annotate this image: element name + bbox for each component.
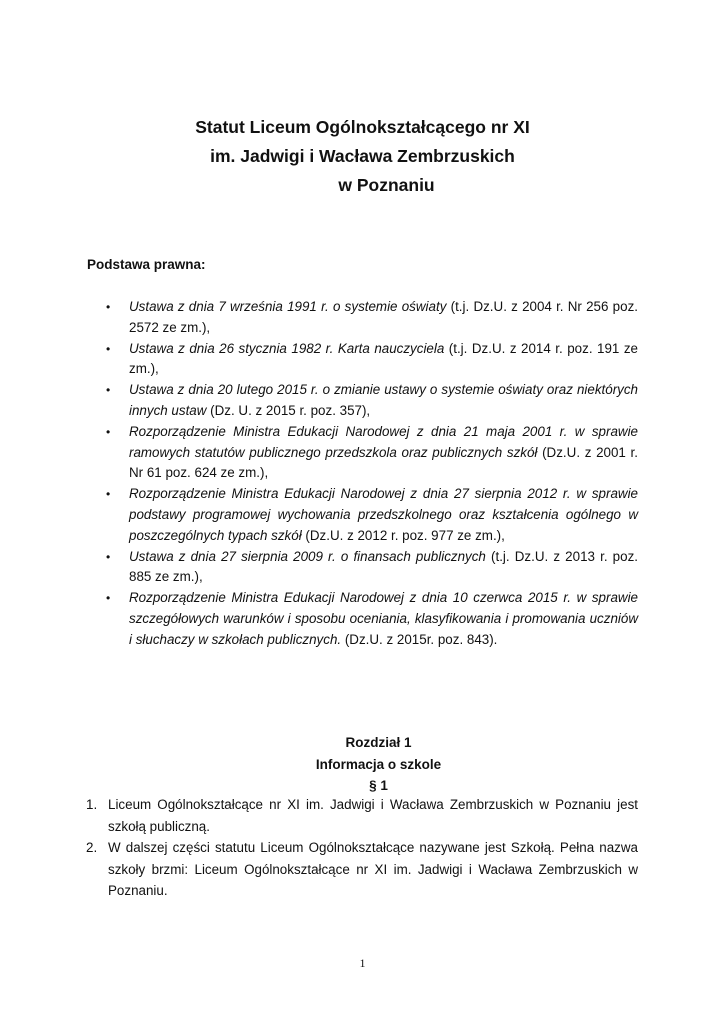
legal-basis-list [0,297,725,651]
page-number: 1 [359,956,366,970]
chapter-header [0,732,725,797]
legal-act-reference: (Dz.U. z 2001 r. Nr 61 poz. 624 ze zm.), [129,444,639,481]
list-item [0,380,725,422]
legal-basis-text [129,588,638,650]
legal-act-title: Rozporządzenie Ministra Edukacji Narodowej z dnia 10 czerwca 2015 r. w sprawie szczegółowych warunków i sposobu oceniania, klasyfikowania i promowania uczniów i słuchaczy w szkołach publicznych. [129,590,638,647]
legal-basis-text [129,297,638,339]
bullet-icon: • [106,424,111,439]
bullet-icon: • [106,383,111,398]
point-text: Liceum Ogólnokształcące nr XI im. Jadwigi i Wacława Zembrzuskich w Poznaniu jest szkołą publiczną. [108,797,638,834]
bullet-icon: • [106,591,111,606]
list-item [0,484,725,546]
bullet-icon: • [106,300,111,314]
legal-basis-text [129,380,638,422]
chapter-heading: Rozdział 1 [345,735,412,750]
legal-act-title: Ustawa z dnia 7 września 1991 r. o systemie oświaty [129,299,447,314]
legal-act-title: Rozporządzenie Ministra Edukacji Narodowej z dnia 21 maja 2001 r. w sprawie ramowych statutów publicznego przedszkola oraz publicznych szkół [129,423,638,460]
legal-act-reference: (Dz. U. z 2015 r. poz. 357), [206,402,371,418]
legal-basis-text [129,339,638,381]
list-item [0,588,725,650]
legal-act-title: Ustawa z dnia 27 sierpnia 2009 r. o finansach publicznych [129,548,486,564]
list-item [0,547,725,589]
point-text: W dalszej części statutu Liceum Ogólnokształcące nazywane jest Szkołą. Pełna nazwa szkoły brzmi: Liceum Ogólnokształcące nr XI im. Jadwigi i Wacława Zembrzuskich w Poznaniu. [108,840,638,898]
legal-act-reference: (t.j. Dz.U. z 2004 r. Nr 256 poz. 2572 ze zm.), [129,299,638,335]
legal-basis-text [129,484,638,546]
bullet-icon: • [106,549,111,564]
legal-act-reference: (t.j. Dz.U. z 2014 r. poz. 191 ze zm.), [129,340,638,377]
legal-act-reference: (Dz.U. z 2015r. poz. 843). [341,631,498,647]
list-item [0,837,725,902]
legal-act-reference: (Dz.U. z 2012 r. poz. 977 ze zm.), [301,527,505,543]
point-number: 1. [86,797,98,812]
list-item [0,339,725,381]
numbered-points [0,794,725,902]
list-item [0,422,725,484]
list-item [0,794,725,837]
legal-act-title: Ustawa z dnia 20 lutego 2015 r. o zmianie ustawy o systemie oświaty oraz niektórych innych ustaw [129,382,638,418]
document-title [0,113,725,200]
bullet-icon: • [106,487,111,502]
legal-basis-heading: Podstawa prawna: [87,257,206,272]
legal-act-title: Rozporządzenie Ministra Edukacji Narodowej z dnia 27 sierpnia 2012 r. w sprawie podstawy programowej wychowania przedszkolnego oraz kształcenia ogólnego w poszczególnych typach szkół [129,486,638,543]
title-line-2: im. Jadwigi i Wacława Zembrzuskich [210,146,515,166]
bullet-icon: • [106,341,111,356]
legal-basis-text [129,547,638,589]
paragraph-mark: § 1 [369,778,388,793]
legal-basis-text [129,422,638,484]
title-line-1: Statut Liceum Ogólnokształcącego nr XI [195,117,530,137]
title-line-3: w Poznaniu [338,175,435,195]
legal-act-title: Ustawa z dnia 26 stycznia 1982 r. Karta nauczyciela [129,340,445,356]
legal-act-reference: (t.j. Dz.U. z 2013 r. poz. 885 ze zm.), [129,548,638,585]
point-number: 2. [86,840,98,855]
list-item [0,297,725,339]
chapter-subheading: Informacja o szkole [315,756,442,772]
